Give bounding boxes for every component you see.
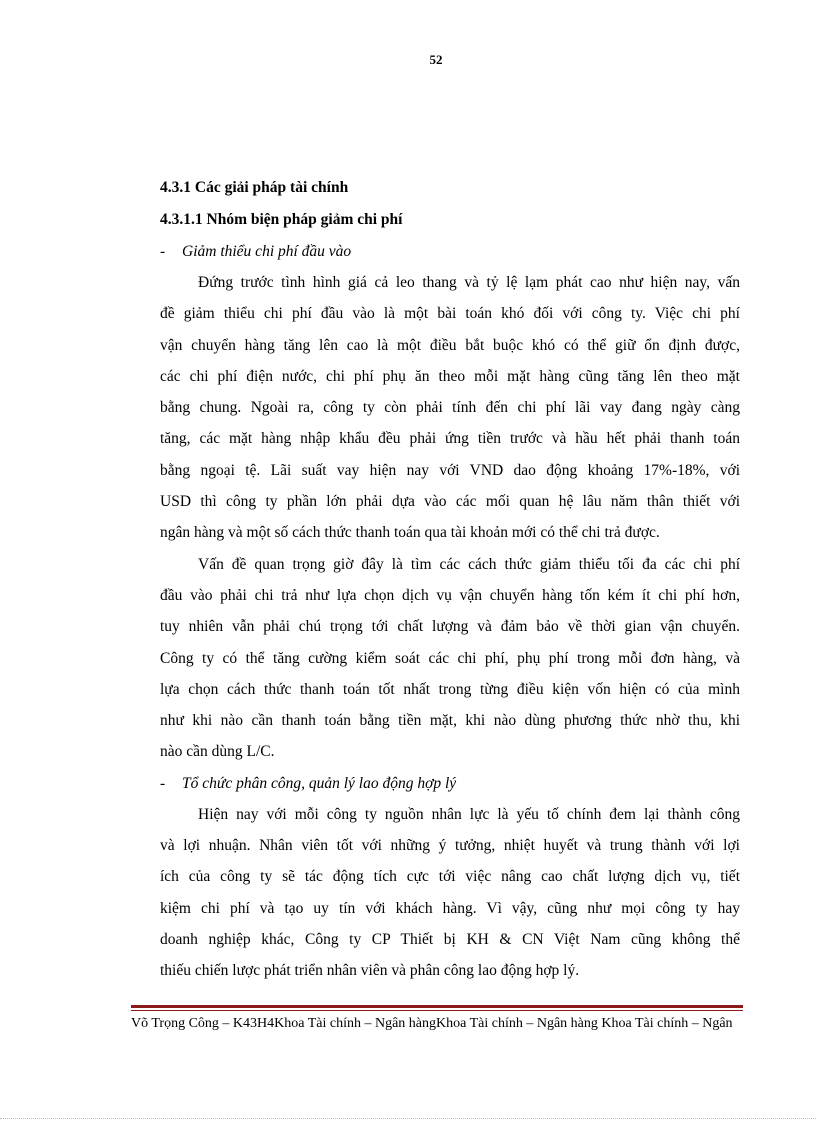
paragraph-line: các chi phí điện nước, chi phí phụ ăn theo mỗi mặt hàng cũng tăng lên theo mặt (160, 367, 740, 385)
document-body (160, 172, 740, 987)
paragraph-line: Vấn đề quan trọng giờ đây là tìm các cách thức giảm thiểu tối đa các chi phí (198, 555, 740, 573)
bullet-item: - Giảm thiểu chi phí đầu vào (160, 243, 352, 260)
paragraph-line: lựa chọn cách thức thanh toán tốt nhất trong từng điều kiện vốn hiện có của mình (160, 680, 740, 698)
page-number: 52 (429, 52, 443, 67)
paragraph-line: USD thì công ty phần lớn phải dựa vào các mối quan hệ lâu năm thân thiết với (160, 493, 740, 511)
paragraph (160, 799, 740, 987)
paragraph-line: đầu vào phải chi trả như lựa chọn dịch vụ vận chuyển hàng tốn kém ít chi phí hơn, (160, 586, 740, 604)
paragraph-line: bằng ngoại tệ. Lãi suất vay hiện nay với VND dao động khoảng 17%-18%, với (160, 461, 740, 479)
paragraph-line: Hiện nay với mỗi công ty nguồn nhân lực là yếu tố chính đem lại thành công (198, 805, 740, 823)
paragraph-line: như khi nào cần thanh toán bằng tiền mặt, khi nào dùng phương thức nhờ thu, khi (160, 712, 740, 730)
bullet-label: Tổ chức phân công, quản lý lao động hợp lý (182, 774, 457, 792)
paragraph-line: vận chuyển hàng tăng lên cao là một điều bắt buộc khó có thể giữ ổn định được, (160, 336, 740, 354)
paragraph-line: bằng chung. Ngoài ra, công ty còn phải tính đến chi phí lãi vay đang ngày càng (160, 399, 740, 417)
paragraph-line: ngân hàng và một số cách thức thanh toán qua tài khoản mới có thể chi trả được. (160, 524, 660, 542)
paragraph-line: thiếu chiến lược phát triển nhân viên và phân công lao động hợp lý. (160, 962, 580, 980)
paragraph-line: tăng, các mặt hàng nhập khẩu đều phải ứng tiền trước và hầu hết phải thanh toán (160, 430, 740, 448)
footer-rule-thin (131, 1010, 743, 1011)
paragraph-line: doanh nghiệp khác, Công ty CP Thiết bị KH & CN Việt Nam cũng không thể (160, 930, 740, 948)
section-heading: 4.3.1 Các giải pháp tài chính (160, 179, 349, 196)
paragraph-line: nào cần dùng L/C. (160, 743, 275, 761)
paragraph (160, 267, 740, 549)
paragraph-line: ích của công ty sẽ tác động tích cực tới việc nâng cao chất lượng dịch vụ, tiết (160, 868, 740, 886)
bullet-label: Giảm thiểu chi phí đầu vào (182, 243, 352, 260)
page-bottom-edge (0, 1118, 816, 1119)
subsection-heading: 4.3.1.1 Nhóm biện pháp giảm chi phí (160, 211, 403, 228)
paragraph-line: Đứng trước tình hình giá cả leo thang và tỷ lệ lạm phát cao như hiện nay, vấn (198, 274, 740, 291)
footer-rule (131, 1005, 743, 1008)
paragraph-line: kiệm chi phí và tạo uy tín với khách hàng. Vì vậy, cũng như mọi công ty hay (160, 899, 740, 917)
paragraph-line: đề giảm thiểu chi phí đầu vào là một bài toán khó đối với công ty. Việc chi phí (160, 305, 740, 323)
footer-text: Võ Trọng Công – K43H4Khoa Tài chính – Ngân hàngKhoa Tài chính – Ngân hàng Khoa Tài chính – Ngân (131, 1016, 733, 1031)
paragraph (160, 549, 740, 768)
paragraph-line: Công ty có thể tăng cường kiểm soát các chi phí, phụ phí trong mỗi đơn hàng, và (160, 649, 740, 667)
paragraph-line: và lợi nhuận. Nhân viên tốt với những ý tưởng, nhiệt huyết và trung thành với lợi (160, 837, 740, 855)
paragraph-line: tuy nhiên vẫn phải chú trọng tới chất lượng và đảm bảo về thời gian vận chuyển. (160, 618, 740, 636)
bullet-item: - Tổ chức phân công, quản lý lao động hợp lý (160, 774, 457, 792)
